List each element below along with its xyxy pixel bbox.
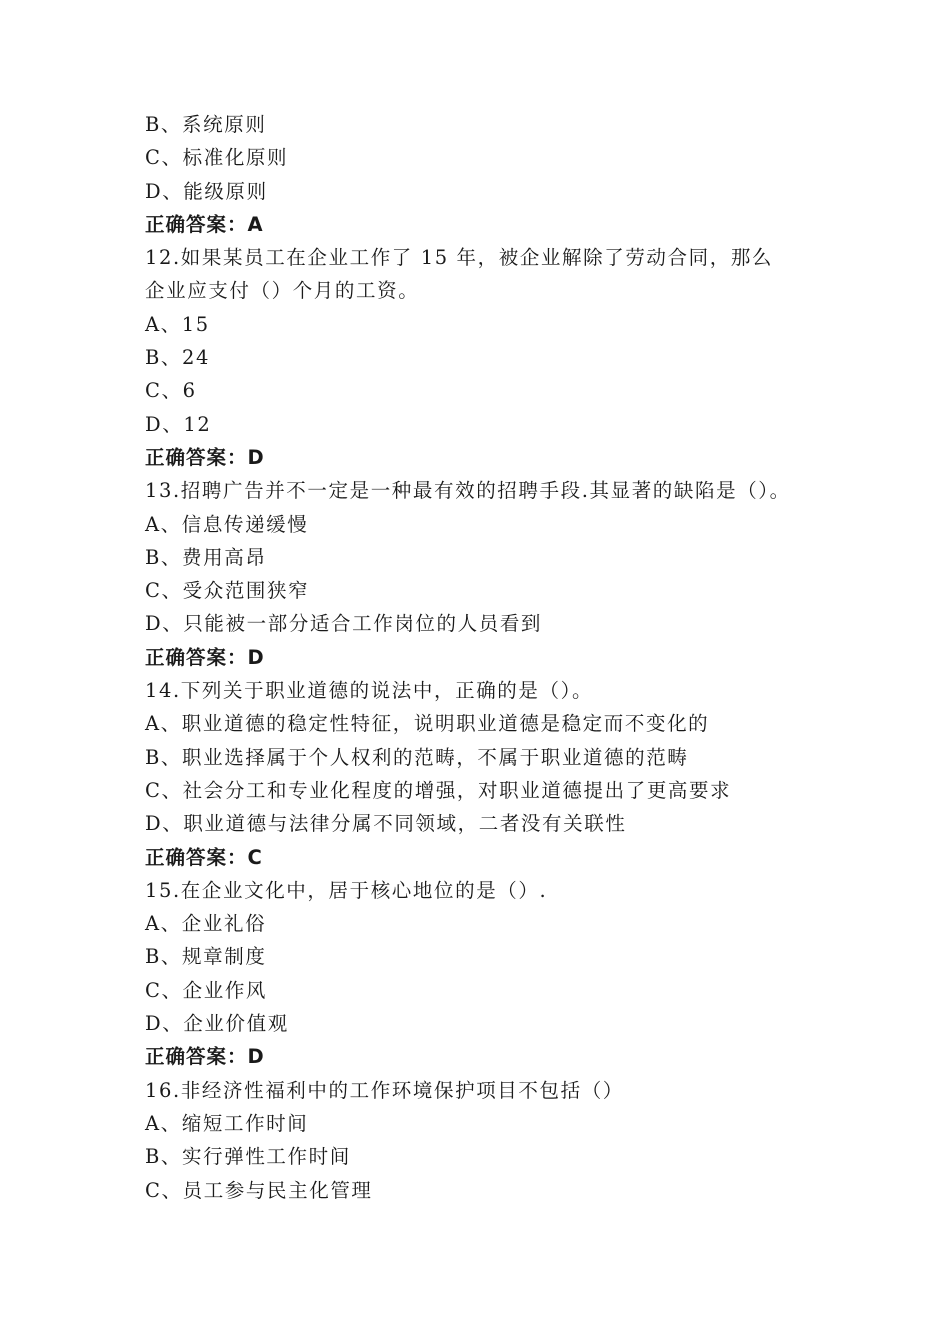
option-line: A、企业礼俗 [145,912,267,936]
option-line: C、标准化原则 [145,146,289,170]
option-line: C、企业作风 [145,978,268,1002]
option-line: C、社会分工和专业化程度的增强，对职业道德提出了更高要求 [145,778,732,802]
option-line: B、职业选择属于个人权利的范畴，不属于职业道德的范畴 [145,745,689,769]
question-line: 12.如果某员工在企业工作了 15 年，被企业解除了劳动合同，那么 [145,246,774,270]
option-line: D、职业道德与法律分属不同领域，二者没有关联性 [145,812,627,836]
question-line: 16.非经济性福利中的工作环境保护项目不包括（） [145,1078,624,1102]
document-page [145,108,835,1207]
option-line: C、6 [145,379,197,403]
option-line: A、缩短工作时间 [145,1111,309,1135]
option-line: C、受众范围狭窄 [145,579,310,603]
question-line: 14.下列关于职业道德的说法中，正确的是（）。 [145,679,594,703]
option-line: A、信息传递缓慢 [145,512,309,536]
question-line: 15.在企业文化中，居于核心地位的是（）. [145,878,548,902]
option-line: C、员工参与民主化管理 [145,1178,373,1202]
question-line: 13.招聘广告并不一定是一种最有效的招聘手段.其显著的缺陷是（）。 [145,479,791,503]
option-line: A、职业道德的稳定性特征，说明职业道德是稳定而不变化的 [145,712,710,736]
answer-line: 正确答案：D [145,445,265,469]
answer-line: 正确答案：D [145,645,265,669]
question-line: 企业应支付（）个月的工资。 [145,279,420,303]
option-line: B、实行弹性工作时间 [145,1145,351,1169]
option-line: B、系统原则 [145,113,267,136]
option-line: B、24 [145,346,211,370]
option-line: B、规章制度 [145,945,267,969]
option-line: D、能级原则 [145,179,268,203]
option-line: B、费用高昂 [145,545,267,569]
answer-line: 正确答案：D [145,1045,265,1069]
option-line: D、12 [145,412,212,436]
answer-line: 正确答案：A [145,212,264,236]
option-line: A、15 [145,312,210,336]
option-line: D、只能被一部分适合工作岗位的人员看到 [145,612,543,636]
answer-line: 正确答案：C [145,845,263,869]
option-line: D、企业价值观 [145,1012,289,1036]
